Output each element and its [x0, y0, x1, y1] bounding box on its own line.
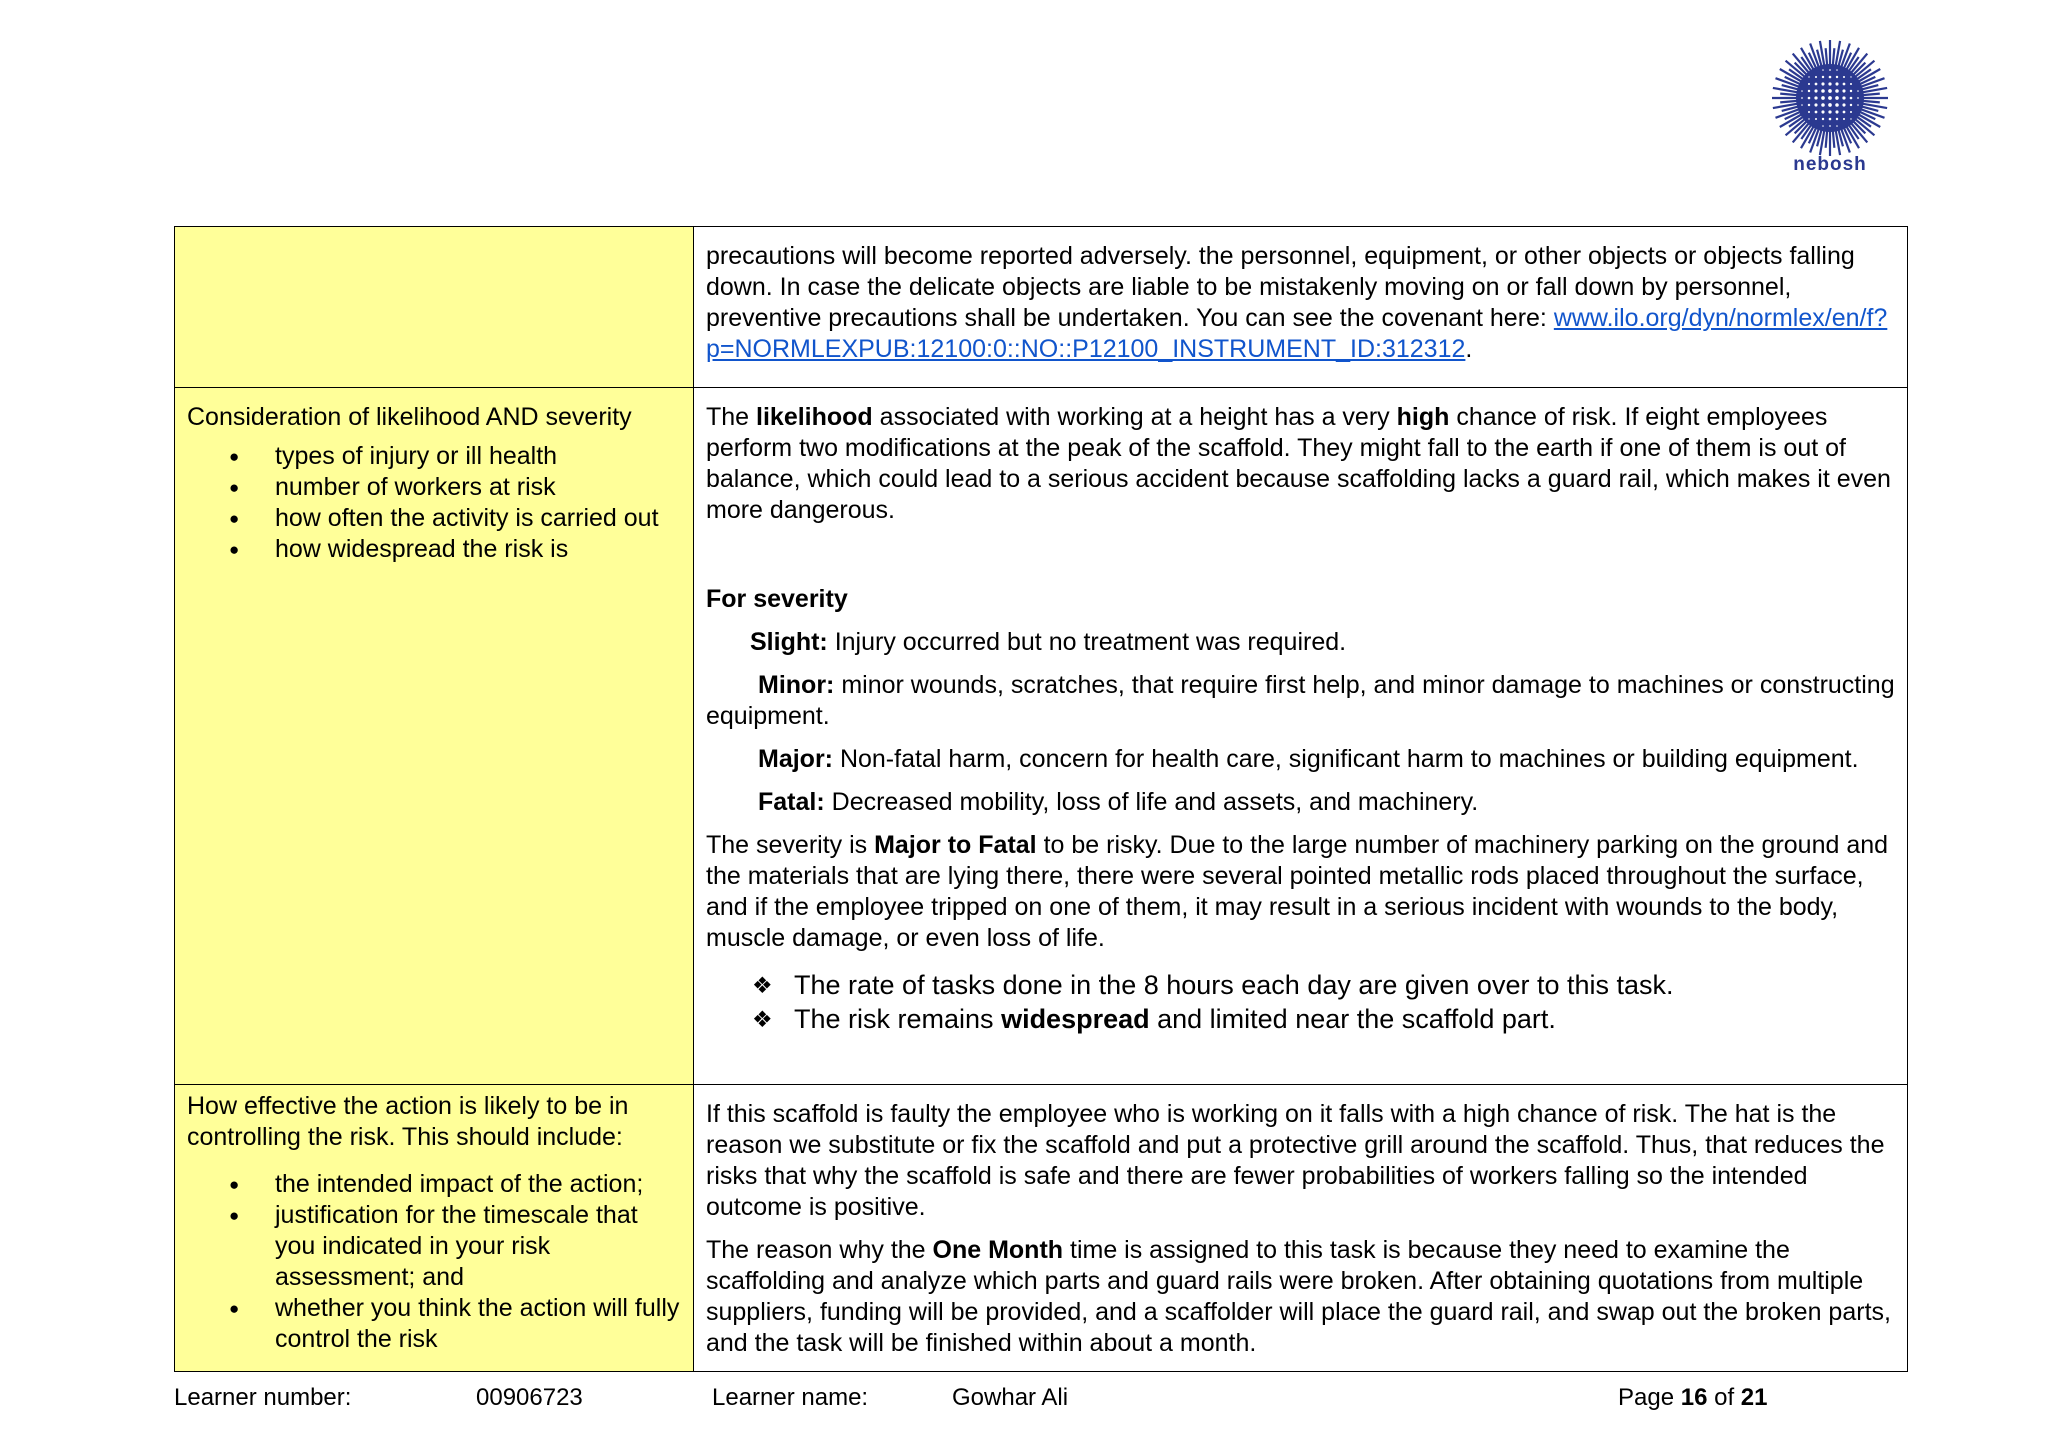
- text-run: to be risky. Due to the large number of machinery parking on the ground and the materials that are lying there, there were several pointed metallic rods placed throughout the surface, and if the employee tripped on one of them, it may result in a serious incident with wounds to the body, muscle damage, or even loss of life.: [706, 831, 1889, 952]
- criteria-title: Consideration of likelihood AND severity: [187, 403, 632, 431]
- risk-assessment-table: [174, 226, 1908, 1372]
- list-item: ● types of injury or ill health: [275, 441, 681, 472]
- severity-fatal: [706, 787, 1895, 818]
- criteria-cell: [175, 388, 694, 1085]
- learner-number-label: Learner number:: [174, 1384, 352, 1411]
- continuation-text: precautions will become reported adversely. the personnel, equipment, or other objects or objects falling down. In case the delicate objects are liable to be mistakenly moving on or fall down by personnel, preventive precautions shall be undertaken. You can see the covenant here:: [706, 242, 1855, 332]
- severity-summary: [706, 830, 1895, 954]
- text-run: and limited near the scaffold part.: [1149, 1004, 1556, 1034]
- likelihood-paragraph: [706, 402, 1895, 526]
- list-item: ● whether you think the action will fully control the risk: [275, 1293, 681, 1355]
- page-of: of: [1714, 1384, 1735, 1411]
- criteria-title: How effective the action is likely to be in controlling the risk. This should include:: [187, 1092, 629, 1151]
- criteria-cell: [175, 227, 694, 388]
- response-cell: [694, 1085, 1908, 1372]
- text-run: chance of risk. If eight employees perform two modifications at the peak of the scaffold. They might fall to the earth if one of them is out of balance, which could lead to a serious accident because scaffolding lacks a guard rail, which makes it even more dangerous.: [706, 403, 1891, 524]
- starburst-globe-icon: [1768, 40, 1892, 164]
- list-item: ● number of workers at risk: [275, 472, 681, 503]
- learner-name-label: Learner name:: [712, 1384, 869, 1411]
- severity-slight: [706, 627, 1895, 658]
- table-row: [175, 227, 1908, 388]
- bold-run: likelihood: [756, 403, 873, 431]
- link-suffix: .: [1465, 335, 1473, 363]
- page-current: 16: [1680, 1384, 1708, 1411]
- bold-run: Major to Fatal: [874, 831, 1037, 859]
- severity-heading: For severity: [706, 585, 848, 613]
- list-item: [794, 1002, 1895, 1036]
- timescale-paragraph: [706, 1235, 1895, 1359]
- list-item: ● how often the activity is carried out: [275, 503, 681, 534]
- bold-run: widespread: [1001, 1004, 1150, 1034]
- table-row: [175, 1085, 1908, 1372]
- list-item: ● how widespread the risk is: [275, 534, 681, 565]
- bold-run: high: [1396, 403, 1450, 431]
- text-run: Non-fatal harm, concern for health care, significant harm to machines or building equipment.: [833, 745, 1859, 773]
- list-item: ❖ The rate of tasks done in the 8 hours each day are given over to this task.: [794, 968, 1895, 1002]
- text-run: time is assigned to this task is because they need to examine the scaffolding and analyze which parts and guard rails were broken. After obtaining quotations from multiple suppliers, funding will be provided, and a scaffolder will place the guard rail, and swap out the broken parts, and the task will be finished within about a month.: [706, 1236, 1891, 1357]
- severity-major: [706, 744, 1895, 775]
- text-run: associated with working at a height has a very: [872, 403, 1397, 431]
- response-cell: [694, 388, 1908, 1085]
- severity-label: Fatal:: [758, 788, 825, 816]
- severity-label: Slight:: [750, 628, 828, 656]
- logo-text: nebosh: [1793, 154, 1867, 175]
- text-run: The risk remains: [794, 1004, 1002, 1034]
- list-item: ● the intended impact of the action;: [275, 1169, 681, 1200]
- response-cell: [694, 227, 1908, 388]
- page-indicator: [1618, 1384, 1768, 1412]
- severity-label: Minor:: [758, 671, 835, 699]
- ilo-link[interactable]: www.ilo.org/dyn/normlex/en/f?p=NORMLEXPUB:12100:0::NO::P12100_INSTRUMENT_ID:312312: [706, 304, 1888, 363]
- spacer: [706, 526, 1895, 584]
- text-run: The: [706, 403, 757, 431]
- text-run: The reason why the: [706, 1236, 933, 1264]
- text-run: The severity is: [706, 831, 875, 859]
- nebosh-logo: [1768, 40, 1892, 182]
- text-run: Injury occurred but no treatment was required.: [827, 628, 1347, 656]
- criteria-list: [187, 441, 681, 565]
- text-run: Decreased mobility, loss of life and assets, and machinery.: [824, 788, 1479, 816]
- severity-label: Major:: [758, 745, 833, 773]
- table-row: [175, 388, 1908, 1085]
- bold-run: One Month: [932, 1236, 1064, 1264]
- text-run: minor wounds, scratches, that require first help, and minor damage to machines or constructing equipment.: [706, 671, 1895, 730]
- criteria-cell: [175, 1085, 694, 1372]
- summary-list: [706, 968, 1895, 1036]
- severity-minor: [706, 670, 1895, 732]
- page-total: 21: [1740, 1384, 1768, 1411]
- learner-name: Gowhar Ali: [952, 1384, 1069, 1411]
- criteria-list: [187, 1169, 681, 1355]
- effectiveness-paragraph: If this scaffold is faulty the employee who is working on it falls with a high chance of risk. The hat is the reason we substitute or fix the scaffold and put a protective grill around the scaffold. Thus, that reduces the risks that why the scaffold is safe and there are fewer probabilities of workers falling so the intended outcome is positive.: [706, 1100, 1885, 1221]
- learner-number: 00906723: [476, 1384, 583, 1411]
- page-label: Page: [1618, 1384, 1675, 1411]
- list-item: ● justification for the timescale that you indicated in your risk assessment; and: [275, 1200, 681, 1293]
